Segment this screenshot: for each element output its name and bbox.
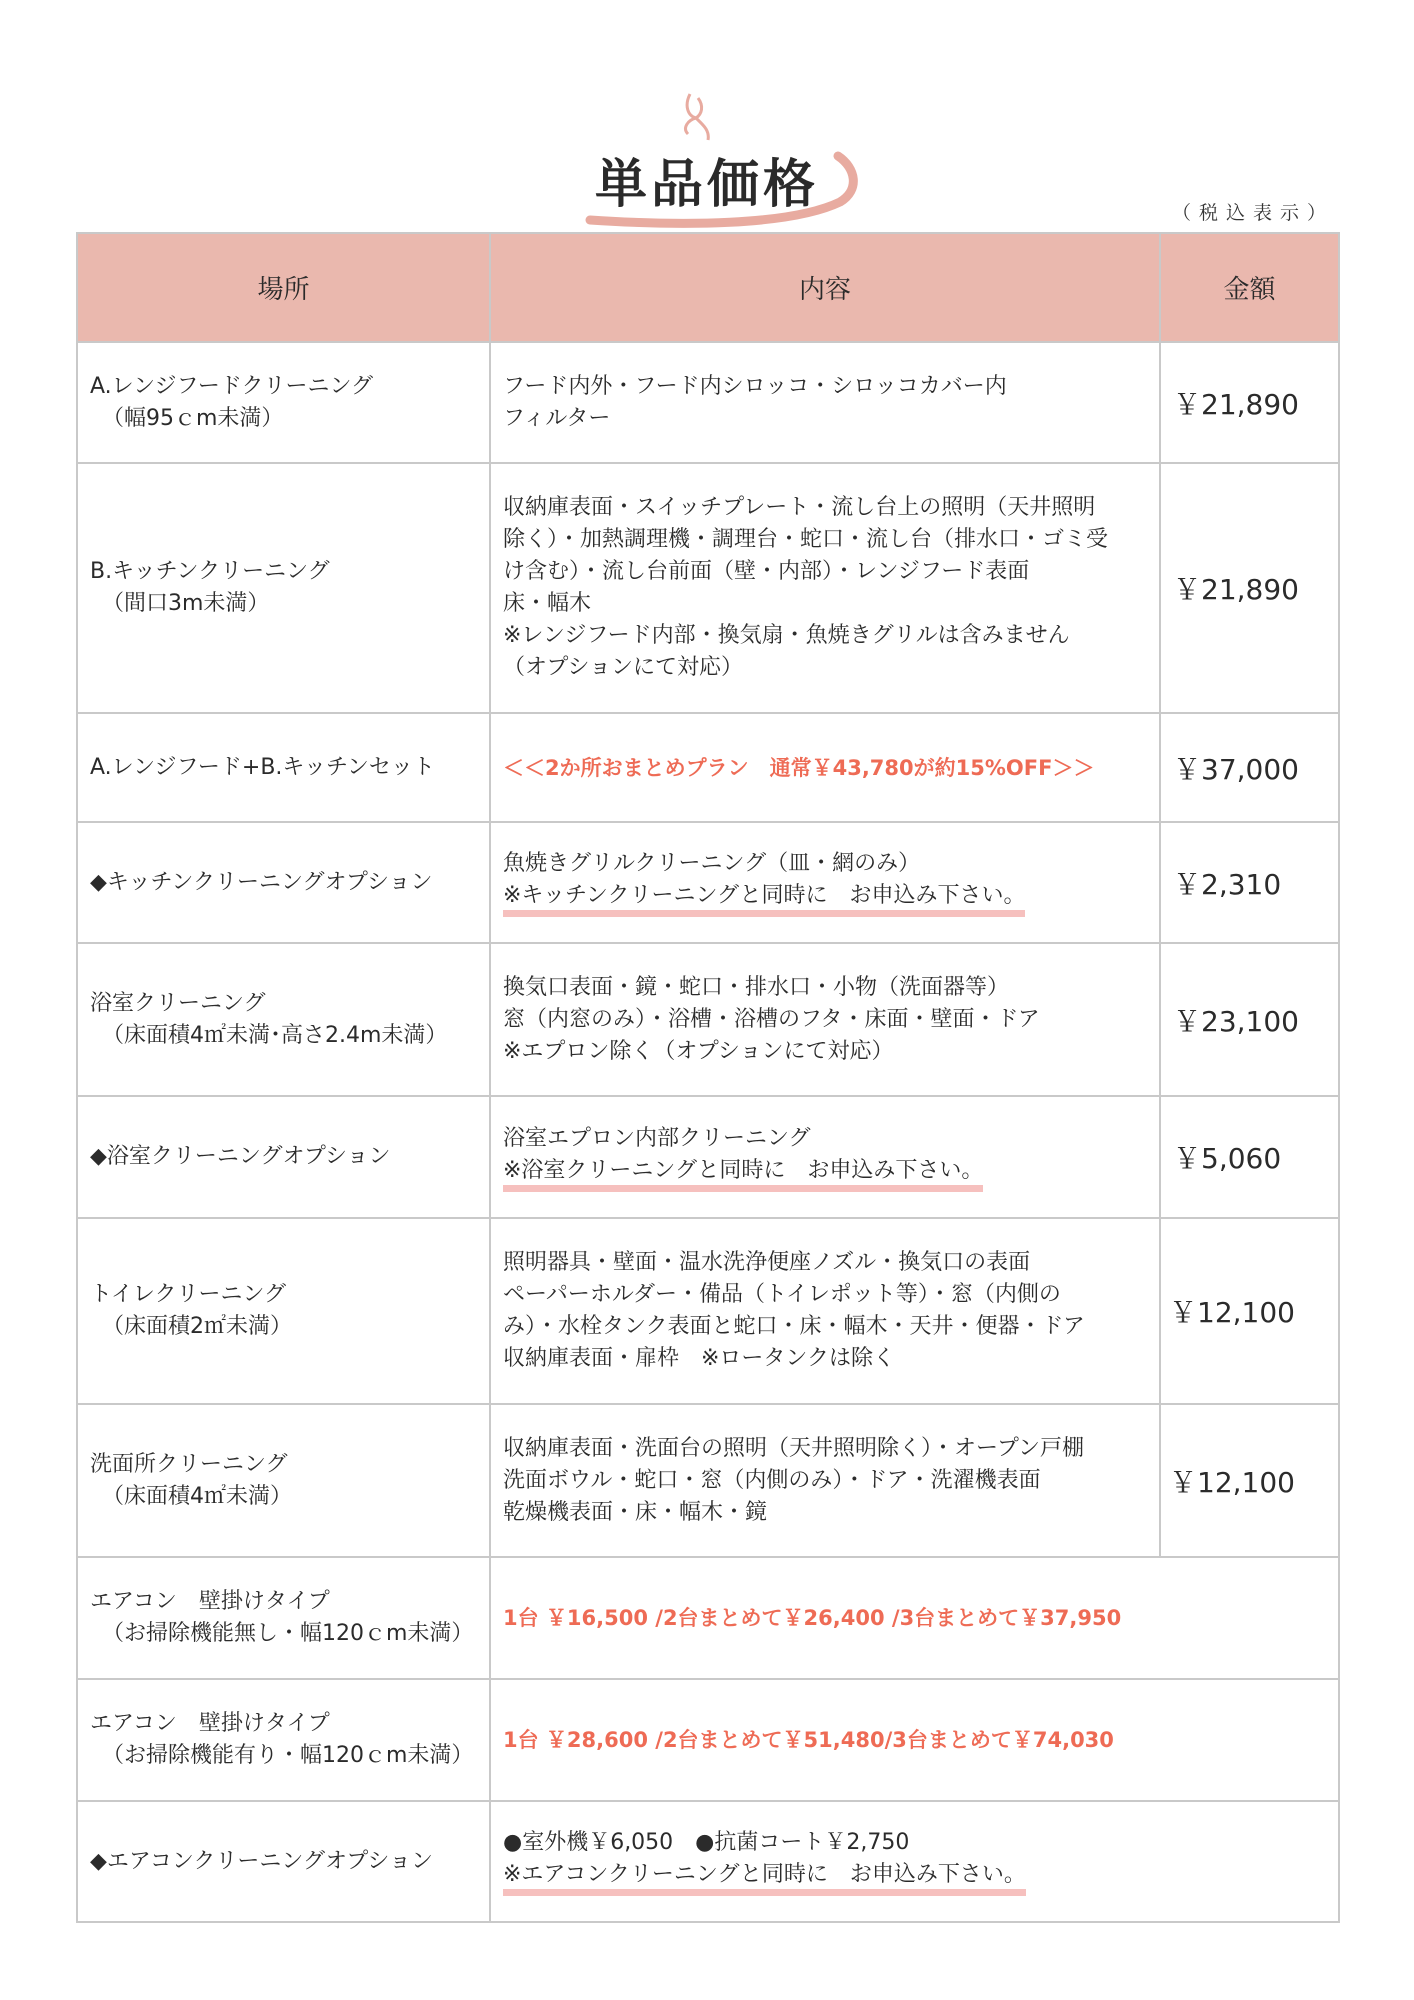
table-header-row: [77, 233, 1339, 342]
table-row: [77, 1557, 1339, 1679]
place-name: エアコン 壁掛けタイプ: [90, 1711, 330, 1736]
place-cell: [77, 822, 490, 943]
content-cell: [490, 342, 1160, 463]
content-cell: [490, 463, 1160, 713]
place-cell: [77, 1096, 490, 1218]
place-detail: （床面積4㎡未満･高さ2.4m未満）: [102, 1022, 448, 1048]
place-cell: [77, 1218, 490, 1404]
place-cell: [77, 713, 490, 822]
price-table: [76, 232, 1340, 1923]
table-row: [77, 342, 1339, 463]
place-cell: [77, 342, 490, 463]
aircon-price-highlight: 1台 ￥16,500 /2台まとめて￥26,400 /3台まとめて￥37,950: [503, 1606, 1122, 1630]
content-line: ペーパーホルダー・備品（トイレポット等）・窓（内側の: [503, 1282, 1061, 1307]
price-cell: ￥2,310: [1160, 822, 1339, 943]
header-content: 内容: [490, 233, 1160, 342]
place-detail: （幅95ｃm未満）: [102, 405, 284, 431]
place-name: 浴室クリーニング: [90, 990, 266, 1016]
place-detail: （お掃除機能有り・幅120ｃm未満）: [102, 1743, 474, 1768]
set-plan-highlight: ＜＜2か所おまとめプラン 通常￥43,780が約15%OFF＞＞: [503, 755, 1095, 780]
content-line: 魚焼きグリルクリーニング（皿・網のみ）: [503, 851, 921, 876]
content-line: 収納庫表面・扉枠 ※ロータンクは除く: [503, 1346, 895, 1371]
table-row: [77, 1096, 1339, 1218]
table-row: [77, 1801, 1339, 1922]
place-cell: [77, 1404, 490, 1557]
table-row: [77, 1404, 1339, 1557]
content-cell: [490, 1801, 1339, 1922]
content-line: 照明器具・壁面・温水洗浄便座ノズル・換気口の表面: [503, 1250, 1031, 1275]
content-line: 乾燥機表面・床・幅木・鏡: [503, 1499, 768, 1525]
table-row: [77, 1679, 1339, 1801]
aircon-price-highlight: 1台 ￥28,600 /2台まとめて￥51,480/3台まとめて￥74,030: [503, 1728, 1114, 1752]
price-cell: ￥37,000: [1160, 713, 1339, 822]
option-note: ※キッチンクリーニングと同時に お申込み下さい。: [503, 882, 1025, 917]
option-note: ※浴室クリーニングと同時に お申込み下さい。: [503, 1157, 983, 1192]
price-cell: ￥21,890: [1160, 463, 1339, 713]
content-cell: [490, 1096, 1160, 1218]
table-row: [77, 822, 1339, 943]
place-detail: （間口3m未満）: [102, 591, 270, 616]
content-line: 換気口表面・鏡・蛇口・排水口・小物（洗面器等）: [503, 974, 1010, 1000]
option-note: ※エアコンクリーニングと同時に お申込み下さい。: [503, 1861, 1026, 1896]
content-cell: [490, 943, 1160, 1096]
content-cell: [490, 1679, 1339, 1801]
price-cell: ￥21,890: [1160, 342, 1339, 463]
place-name: ◆浴室クリーニングオプション: [90, 1144, 391, 1169]
content-cell: [490, 713, 1160, 822]
place-name: B.キッチンクリーニング: [90, 559, 330, 584]
header-price: 金額: [1160, 233, 1339, 342]
content-cell: [490, 1557, 1339, 1679]
content-line: ※レンジフード内部・換気扇・魚焼きグリルは含みません: [503, 623, 1070, 648]
place-name: エアコン 壁掛けタイプ: [90, 1589, 330, 1614]
place-name: A.レンジフード+B.キッチンセット: [90, 754, 435, 780]
tax-note: （税込表示）: [1171, 202, 1334, 224]
place-cell: [77, 463, 490, 713]
content-line: み）・水栓タンク表面と蛇口・床・幅木・天井・便器・ドア: [503, 1314, 1085, 1339]
place-name: A.レンジフードクリーニング: [90, 373, 374, 399]
page-title: 単品価格: [594, 155, 819, 215]
content-line: 収納庫表面・洗面台の照明（天井照明除く）・オープン戸棚: [503, 1435, 1085, 1461]
place-name: ◆キッチンクリーニングオプション: [90, 869, 433, 895]
price-cell: ￥23,100: [1160, 943, 1339, 1096]
content-line: ●室外機￥6,050 ●抗菌コート￥2,750: [503, 1830, 910, 1855]
table-row: [77, 713, 1339, 822]
place-name: トイレクリーニング: [90, 1282, 287, 1307]
table-row: [77, 943, 1339, 1096]
content-line: フード内外・フード内シロッコ・シロッコカバー内: [503, 373, 1007, 399]
content-line: 洗面ボウル・蛇口・窓（内側のみ）・ドア・洗濯機表面: [503, 1467, 1041, 1493]
content-line: け含む）・流し台前面（壁・内部）・レンジフード表面: [503, 559, 1030, 584]
table-row: [77, 463, 1339, 713]
content-line: 除く）・加熱調理機・調理台・蛇口・流し台（排水口・ゴミ受: [503, 527, 1109, 552]
place-cell: [77, 1557, 490, 1679]
content-line: （オプションにて対応）: [503, 655, 744, 680]
place-detail: （お掃除機能無し・幅120ｃm未満）: [102, 1621, 474, 1646]
content-cell: [490, 1404, 1160, 1557]
place-name: ◆エアコンクリーニングオプション: [90, 1848, 433, 1874]
content-line: フィルター: [503, 405, 611, 431]
content-line: ※エプロン除く（オプションにて対応）: [503, 1038, 894, 1064]
content-cell: [490, 1218, 1160, 1404]
place-cell: [77, 1801, 490, 1922]
table-row: [77, 1218, 1339, 1404]
place-detail: （床面積2㎡未満）: [102, 1314, 292, 1339]
content-line: 窓（内窓のみ）・浴槽・浴槽のフタ・床面・壁面・ドア: [503, 1006, 1040, 1032]
header-place: 場所: [77, 233, 490, 342]
content-cell: [490, 822, 1160, 943]
price-cell: ￥12,100: [1160, 1218, 1339, 1404]
price-cell: ￥12,100: [1160, 1404, 1339, 1557]
place-detail: （床面積4㎡未満）: [102, 1483, 292, 1509]
content-line: 床・幅木: [503, 591, 592, 616]
content-line: 収納庫表面・スイッチプレート・流し台上の照明（天井照明: [503, 495, 1096, 520]
price-cell: ￥5,060: [1160, 1096, 1339, 1218]
place-cell: [77, 1679, 490, 1801]
place-name: 洗面所クリーニング: [90, 1451, 288, 1477]
content-line: 浴室エプロン内部クリーニング: [503, 1125, 811, 1151]
place-cell: [77, 943, 490, 1096]
